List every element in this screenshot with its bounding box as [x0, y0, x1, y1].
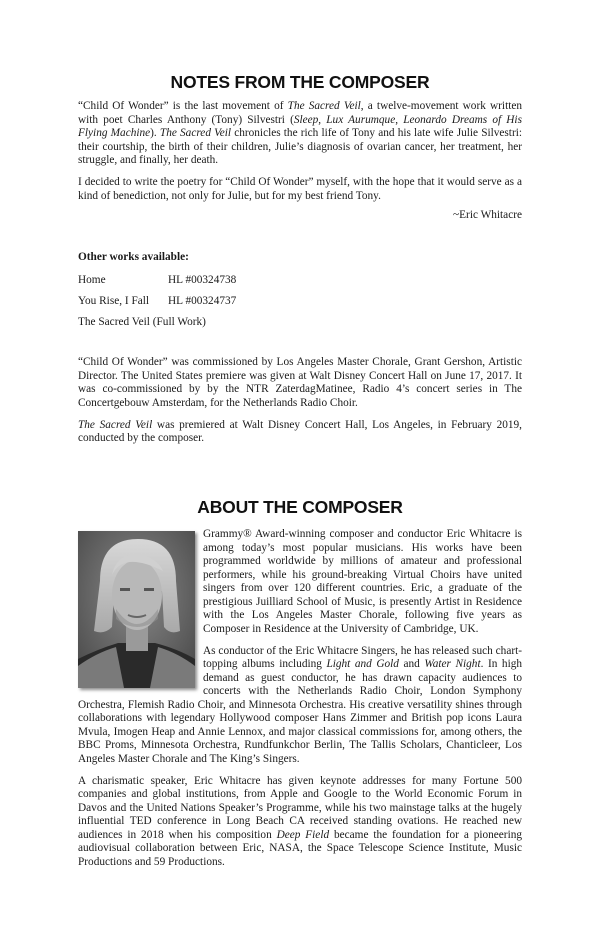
text-run: was premiered at Walt Disney Concert Hall, Los Angeles, in February 2019, conducted by the composer. — [78, 418, 523, 444]
text-run: , — [318, 113, 327, 126]
text-run: As conductor of the Eric Whitacre Singers, he has released such chart-topping albums including — [203, 644, 522, 670]
commission-info — [78, 356, 522, 446]
italic-title: The Sacred Veil — [78, 418, 153, 431]
premiere-paragraph — [78, 419, 522, 446]
italic-title: Leonardo Dreams of His Flying Machine — [78, 113, 522, 139]
commission-paragraph — [78, 356, 522, 410]
text-run: . In high demand as guest conductor, he has drawn capacity audiences to concerts with the Netherlands Radio Choir, London Symphony Orchestra, Flemish Radio Choir, and Minnesota Orchestra. His creative versatility shines through collaborations with legendary Hollywood composer Hans Zimmer and British pop icons Laura Mvula, Imogen Heap and Annie Lennox, and major classical commissions for, among others, the BBC Proms, Minnesota Orchestra, Rundfunkchor Berlin, The Tallis Scholars, Chanticleer, Los Angeles Master Chorale and The King’s Singers. — [78, 658, 522, 765]
text-run: and — [398, 658, 425, 670]
text-run: “Child Of Wonder” is the last movement of — [78, 100, 288, 112]
notes-paragraph — [78, 100, 522, 168]
notes-title: NOTES FROM THE COMPOSER — [170, 72, 430, 92]
italic-title: Light and Gold — [326, 658, 399, 670]
composer-photo — [78, 531, 195, 688]
text-run: , a twelve-movement work written with poet Charles Anthony (Tony) Silvestri ( — [78, 100, 523, 126]
italic-title: The Sacred Veil — [287, 100, 361, 112]
italic-title: Deep Field — [276, 828, 330, 841]
work-code: HL #00324737 — [168, 294, 237, 307]
other-works — [78, 251, 522, 337]
italic-title: Lux Aurumque — [326, 113, 396, 126]
italic-title: Sleep — [293, 113, 319, 126]
text-run: A charismatic speaker, Eric Whitacre has given keynote addresses for many Fortune 500 companies and global institutions, from Apple and Google to the World Economic Forum in Davos and the United Nations Speaker’s Programme, while his two mainstage talks at the hugely influential TED conference in Long Beach CA received standing ovations. He reached new audiences in 2018 when his composition — [78, 774, 522, 841]
about-composer — [78, 528, 522, 869]
italic-title: Water Night — [424, 658, 481, 670]
italic-title: The Sacred Veil — [159, 127, 232, 139]
text-run: “Child Of Wonder” was commissioned by Los Angeles Master Chorale, Grant Gershon, Artistic Director. The United States premiere was given at Walt Disney Concert Hall on June 17, 2017. It was co-commissioned by by the NTR ZaterdagMatinee, Radio 4’s concert series in The Concertgebouw Amsterdam, for the Netherlands Radio Choir. — [78, 356, 522, 409]
work-title: Home — [78, 273, 106, 286]
signature: ~Eric Whitacre — [453, 209, 522, 221]
about-title: ABOUT THE COMPOSER — [197, 497, 403, 517]
text-run: chronicles the rich life of Tony and his late wife Julie Silvestri: their courtship, the birth of their children, Julie’s diagnosis of ovarian cancer, her treatment, her struggle, and finally, her death. — [78, 127, 522, 166]
text-run: ). — [150, 127, 160, 139]
work-code: HL #00324738 — [168, 273, 237, 286]
work-item — [78, 316, 522, 337]
bio-paragraph — [78, 775, 522, 870]
other-works-heading: Other works available: — [78, 251, 189, 263]
text-run: became the foundation for a pioneering audiovisual collaboration between Eric, NASA, the Space Telescope Science Institute, Music Productions and 59 Productions. — [78, 828, 523, 868]
work-item — [78, 295, 522, 316]
work-title: The Sacred Veil (Full Work) — [78, 315, 206, 328]
work-item — [78, 274, 522, 295]
text-run: , — [395, 113, 404, 126]
text-run: I decided to write the poetry for “Child Of Wonder” myself, with the hope that it would serve as a kind of benediction, not only for Julie, but for my best friend Tony. — [78, 176, 522, 202]
text-run: Grammy® Award-winning composer and conductor Eric Whitacre is among today’s most popular musicians. His works have been programmed worldwide by millions of amateur and professional performers, while his ground-breaking Virtual Choirs have united singers from over 120 different countries. Eric, a graduate of the prestigious Juilliard School of Music, is presently Artist in Residence with the Los Angeles Master Chorale, following five years as Composer in Residence at the University of Cambridge, UK. — [203, 528, 522, 635]
notes-paragraph — [78, 176, 522, 203]
composer-notes — [78, 100, 522, 223]
work-title: You Rise, I Fall — [78, 294, 150, 307]
